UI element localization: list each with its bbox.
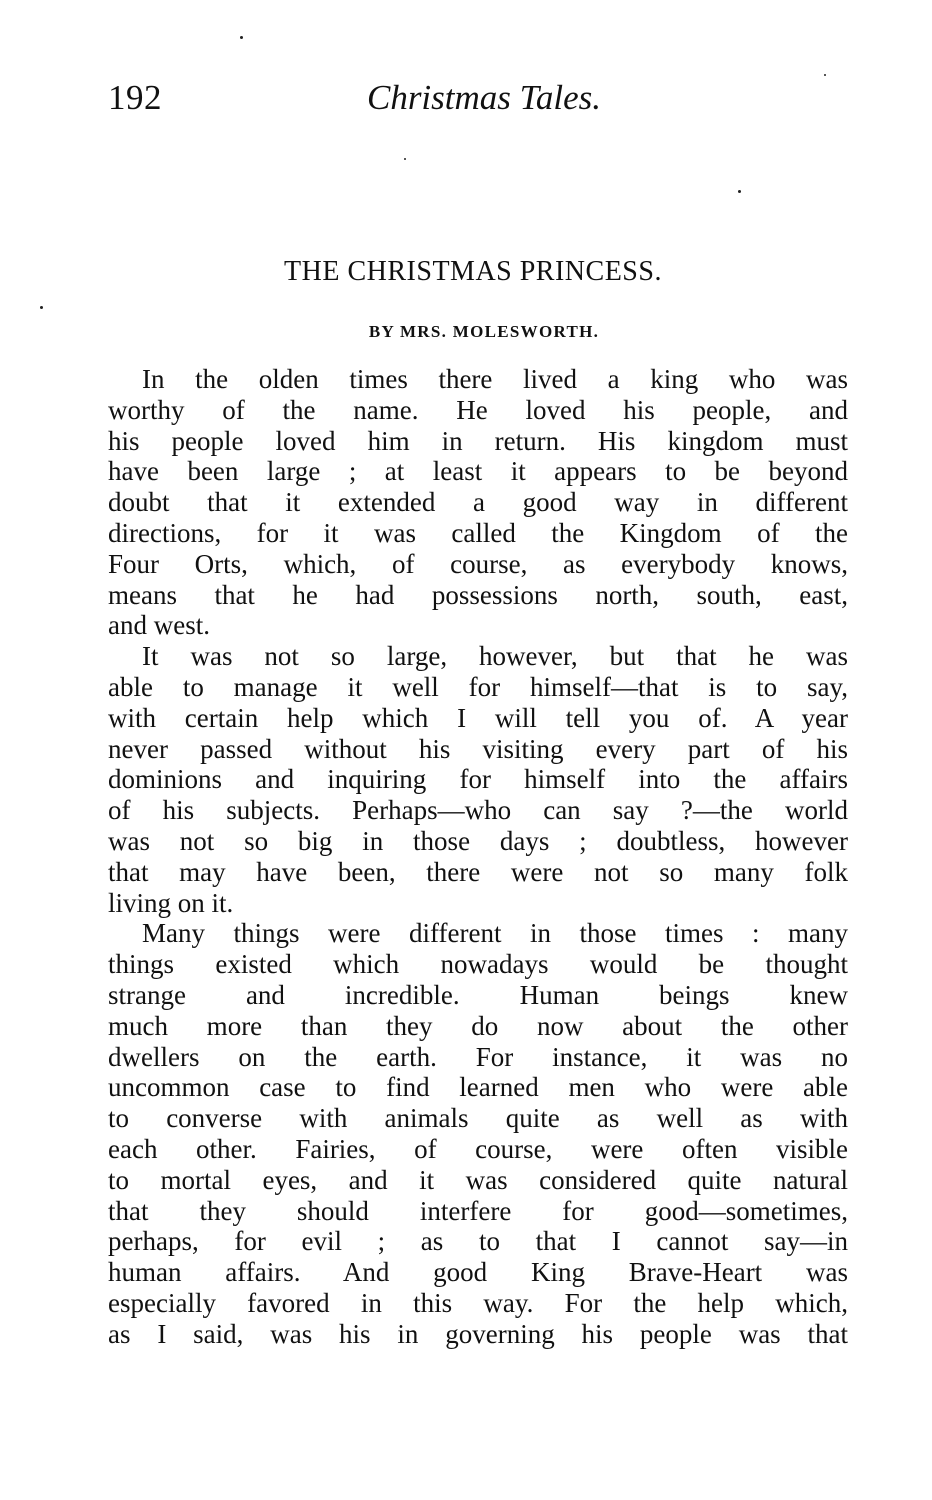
- text-line: means that he had possessions north, south, east,: [108, 579, 848, 610]
- text-line: doubt that it extended a good way in different: [108, 487, 848, 518]
- text-line: dwellers on the earth. For instance, it was no: [108, 1041, 848, 1072]
- text-line: It was not so large, however, but that he was: [142, 641, 848, 672]
- story-title: THE CHRISTMAS PRINCESS.: [284, 256, 662, 287]
- text-line: to converse with animals quite as well as with: [108, 1103, 848, 1134]
- text-line: of his subjects. Perhaps—who can say ?—the world: [108, 795, 848, 826]
- text-line: each other. Fairies, of course, were often visible: [108, 1133, 848, 1164]
- text-line: Many things were different in those times : many: [142, 918, 848, 949]
- text-line: with certain help which I will tell you of. A year: [108, 702, 848, 733]
- text-line: In the olden times there lived a king who was: [142, 364, 848, 394]
- text-line: directions, for it was called the Kingdom of the: [108, 517, 848, 548]
- text-line: living on it.: [108, 887, 234, 918]
- scan-speck: [404, 158, 406, 160]
- text-line: able to manage it well for himself—that is to say,: [108, 671, 848, 702]
- scan-speck: [738, 190, 741, 193]
- text-line: strange and incredible. Human beings knew: [108, 979, 848, 1010]
- text-line: have been large ; at least it appears to be beyond: [108, 456, 848, 487]
- text-line: uncommon case to find learned men who were able: [108, 1072, 848, 1103]
- text-line: things existed which nowadays would be thought: [108, 949, 848, 980]
- body-text: [108, 364, 848, 1350]
- scan-speck: [824, 74, 826, 76]
- text-line: and west.: [108, 610, 210, 641]
- text-line: his people loved him in return. His kingdom must: [108, 425, 848, 456]
- text-line: to mortal eyes, and it was considered quite natural: [108, 1164, 848, 1195]
- scan-speck: [240, 36, 243, 39]
- text-line: as I said, was his in governing his people was that: [108, 1318, 848, 1349]
- text-line: worthy of the name. He loved his people, and: [108, 394, 848, 425]
- byline: BY MRS. MOLESWORTH.: [368, 322, 600, 341]
- text-line: much more than they do now about the other: [108, 1010, 848, 1041]
- text-line: especially favored in this way. For the help which,: [108, 1287, 848, 1318]
- text-line: that may have been, there were not so many folk: [108, 856, 848, 887]
- text-line: never passed without his visiting every part of his: [108, 733, 848, 764]
- text-line: dominions and inquiring for himself into the affairs: [108, 764, 848, 795]
- text-line: perhaps, for evil ; as to that I cannot say—in: [108, 1226, 848, 1257]
- text-line: that they should interfere for good—sometimes,: [108, 1195, 848, 1226]
- text-line: Four Orts, which, of course, as everybody knows,: [108, 548, 848, 579]
- text-line: was not so big in those days ; doubtless, however: [108, 825, 848, 856]
- text-line: human affairs. And good King Brave-Heart was: [108, 1257, 848, 1288]
- page-number: 192: [108, 78, 162, 117]
- scan-speck: [40, 306, 43, 309]
- running-title: Christmas Tales.: [366, 78, 602, 117]
